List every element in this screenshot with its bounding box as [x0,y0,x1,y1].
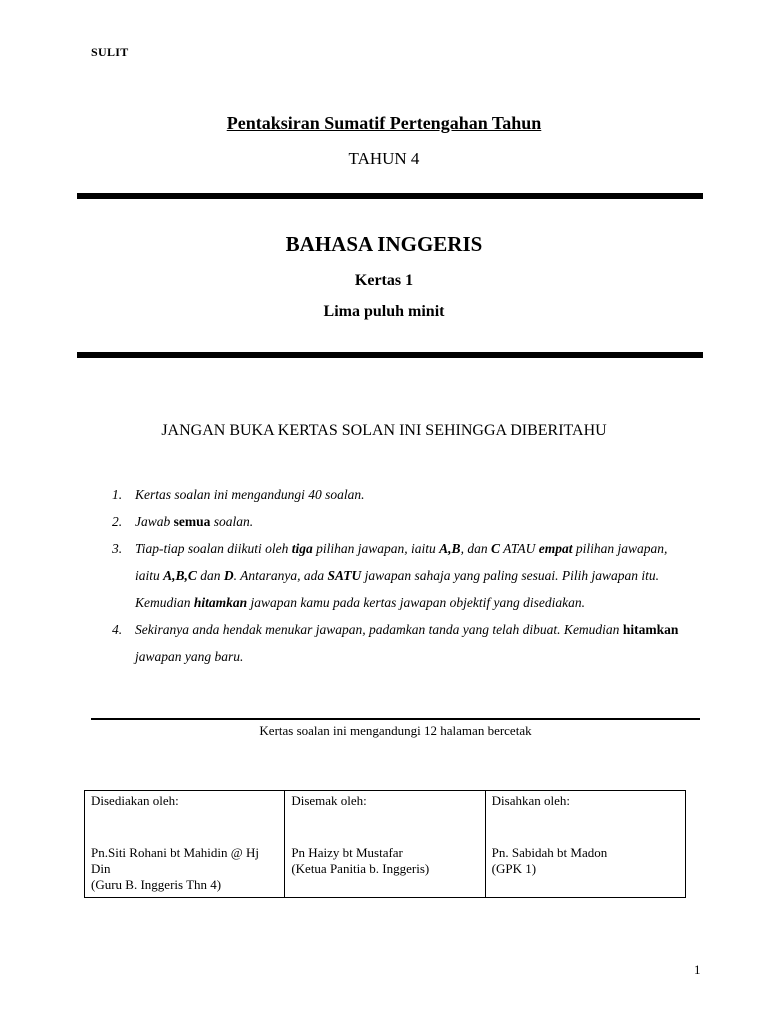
page-count-note: Kertas soalan ini mengandungi 12 halaman bercetak [259,723,532,738]
instruction-number: 1. [112,487,123,502]
emphasis-text: A,B,C [163,568,197,583]
emphasis-text: hitamkan [193,595,248,610]
emphasis-text: hitamkan [622,622,679,637]
warning-notice: JANGAN BUKA KERTAS SOLAN INI SEHINGGA DIBERITAHU [161,422,607,439]
signature-cell-checked [285,791,485,898]
emphasis-text: D [223,568,234,583]
instruction-text: Sekiranya anda hendak menukar jawapan, padamkan tanda yang telah dibuat. Kemudian [135,622,623,637]
instruction-text: pilihan jawapan, iaitu [312,541,440,556]
instruction-text: soalan. [210,514,254,529]
instruction-text: . Antaranya, ada [233,568,328,583]
instructions-list [112,481,692,670]
instruction-text: jawapan yang baru. [135,649,244,664]
instruction-number: 4. [112,622,123,637]
emphasis-text: semua [173,514,211,529]
signature-cell-approved [485,791,685,898]
instruction-text: ATAU [499,541,539,556]
instruction-text: jawapan kamu pada kertas jawapan objektif yang disediakan. [247,595,585,610]
footer-divider [91,718,700,720]
signature-table [84,790,686,898]
signature-heading: Disemak oleh: [291,793,367,808]
instruction-item [112,481,692,508]
year-label: TAHUN 4 [348,149,420,168]
instruction-text: Kertas soalan ini mengandungi 40 soalan. [135,487,365,502]
instruction-text: jawapan sahaja yang paling sesuai. Pilih jawapan itu. Kemudian [135,568,660,610]
signature-name: Pn. Sabidah bt Madon [491,845,608,860]
subject-title: BAHASA INGGERIS [285,232,483,256]
emphasis-text: A,B [439,541,461,556]
emphasis-text: empat [538,541,573,556]
emphasis-text: C [490,541,500,556]
signature-name: Pn.Siti Rohani bt Mahidin @ Hj Din [91,845,259,876]
instruction-text: , dan [460,541,491,556]
page-number: 1 [694,962,701,977]
signature-heading: Disahkan oleh: [491,793,570,808]
instruction-text: Jawab [135,514,174,529]
signature-role: (Guru B. Inggeris Thn 4) [91,877,222,892]
instruction-number: 3. [112,541,123,556]
top-divider [77,193,703,199]
signature-name: Pn Haizy bt Mustafar [291,845,403,860]
emphasis-text: SATU [327,568,362,583]
instruction-text: dan [196,568,224,583]
emphasis-text: tiga [291,541,313,556]
signature-cell-prepared [85,791,285,898]
signature-role: (GPK 1) [491,861,537,876]
instruction-text: pilihan jawapan, iaitu [135,541,668,583]
signature-role: (Ketua Panitia b. Inggeris) [291,861,430,876]
bottom-divider [77,352,703,358]
signature-heading: Disediakan oleh: [91,793,179,808]
duration-label: Lima puluh minit [323,303,445,320]
instruction-text: Tiap-tiap soalan diikuti oleh [135,541,292,556]
exam-title: Pentaksiran Sumatif Pertengahan Tahun [226,113,542,133]
instruction-item [112,616,692,670]
instruction-number: 2. [112,514,123,529]
instruction-item [112,535,692,616]
classification-label: SULIT [91,45,129,59]
paper-label: Kertas 1 [354,272,414,289]
instruction-item [112,508,692,535]
